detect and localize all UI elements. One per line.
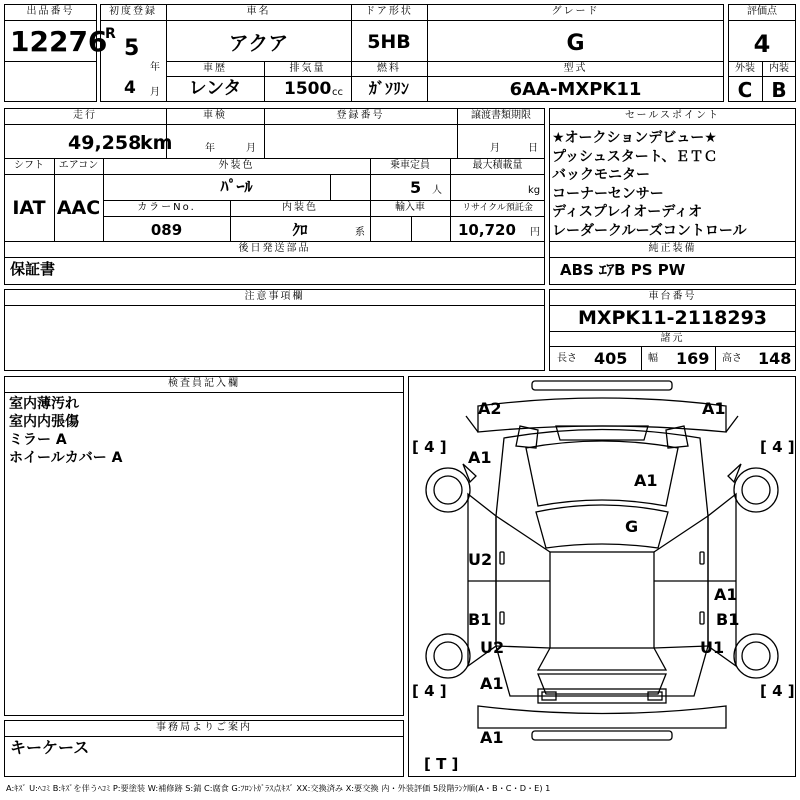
damage-mark: U2 [468, 550, 493, 569]
ext-color-label: 外装色 [218, 160, 255, 171]
transfer-label: 譲渡書類期限 [471, 110, 531, 121]
notes-label: 注意事項欄 [244, 291, 305, 302]
damage-mark: B1 [468, 610, 492, 629]
score-label: 評価点 [747, 6, 777, 17]
mileage-value: 49,258 [68, 132, 142, 154]
tire-rear-left-score: [ 4 ] [412, 682, 447, 700]
color-no-label: カラーNo. [137, 202, 196, 213]
sales-points-label: セールスポイント [624, 110, 721, 121]
yen-unit: 円 [530, 227, 540, 238]
cc-unit: cc [332, 87, 343, 98]
displacement-label: 排気量 [289, 63, 326, 74]
sales-point-item: レーダークルーズコントロール [552, 222, 747, 239]
mileage-label: 走行 [73, 110, 97, 121]
fuel-value: ｶﾞｿﾘﾝ [368, 79, 409, 98]
office-label: 事務局よりご案内 [156, 722, 252, 733]
height-value: 148 [758, 349, 792, 368]
inspector-note: 室内内張傷 [9, 414, 79, 430]
lot-number-value: 12276 [10, 25, 108, 58]
year-unit: 年 [150, 62, 160, 73]
damage-mark: A2 [478, 399, 502, 418]
capacity-label: 乗車定員 [390, 160, 430, 171]
capacity-value: 5 [410, 178, 422, 197]
transfer-day-unit: 日 [528, 143, 538, 154]
damage-mark: A1 [702, 399, 726, 418]
aircon-label: エアコン [58, 160, 99, 171]
width-label: 幅 [648, 353, 658, 364]
interior-value: B [771, 78, 787, 102]
length-value: 405 [594, 349, 628, 368]
inspector-note: 室内薄汚れ [9, 396, 79, 412]
door-label: ドア形状 [365, 6, 413, 17]
damage-mark: A1 [480, 728, 504, 747]
model-value: 6AA-MXPK11 [509, 79, 642, 100]
damage-mark: U1 [700, 638, 725, 657]
ext-color-value: ﾊﾟｰﾙ [220, 177, 253, 196]
mileage-unit: km [140, 132, 173, 154]
sales-points-list [552, 129, 747, 240]
car-name-value: アクア [228, 31, 289, 55]
exterior-value: C [737, 78, 753, 102]
sales-point-item: バックモニター [552, 167, 650, 183]
sales-point-item: コーナーセンサー [552, 185, 664, 202]
damage-mark: A1 [480, 674, 504, 693]
damage-mark: B1 [716, 610, 740, 629]
later-items-value: 保証書 [10, 260, 56, 278]
history-label: 車歴 [203, 63, 227, 74]
inspection-label: 車検 [203, 110, 227, 121]
office-value: キーケース [10, 738, 90, 757]
recycle-label: リサイクル預託金 [462, 203, 533, 213]
displacement-value: 1500 [284, 79, 332, 99]
tire-front-left-score: [ 4 ] [412, 438, 447, 456]
legend-text: A:ｷｽﾞ U:ﾍｺﾐ B:ｷｽﾞを伴うﾍｺﾐ P:要塗装 W:補修跡 S:錆 C:腐食 G:ﾌﾛﾝﾄｶﾞﾗｽ点ｷｽﾞ XX:交換済み X:要交換 内・外装評価 5段階ﾗﾝｸ順(A・B・C・D・E) 1 [6, 783, 551, 793]
reg-year-value: 5 [124, 36, 140, 61]
reg-month-value: 4 [124, 78, 136, 98]
grade-label: グレード [551, 6, 600, 17]
tire-rear-right-score: [ 4 ] [760, 682, 795, 700]
shift-label: シフト [14, 160, 44, 171]
import-label: 輸入車 [395, 202, 425, 213]
color-no-value: 089 [150, 221, 183, 239]
inspector-note: ホイールカバー A [9, 450, 123, 466]
int-color-value: ｸﾛ [292, 221, 308, 239]
later-items-label: 後日発送部品 [238, 243, 311, 254]
damage-mark: A1 [634, 471, 658, 490]
int-color-label: 内装色 [282, 202, 318, 213]
chassis-value: MXPK11-2118293 [577, 307, 768, 329]
first-reg-label: 初度登録 [109, 6, 157, 17]
kg-unit: kg [528, 185, 541, 196]
score-value: 4 [753, 30, 771, 58]
damage-mark: A1 [714, 585, 738, 604]
damage-mark: U2 [480, 638, 505, 657]
std-equip-label: 純正装備 [648, 243, 697, 254]
sales-point-item: ★オークションデビュー★ [552, 130, 717, 146]
r-mark: R [105, 26, 116, 42]
month-unit: 月 [150, 87, 160, 98]
sales-point-item: ディスプレイオーディオ [552, 204, 703, 220]
door-value: 5HB [367, 31, 411, 53]
inspector-label: 検査員記入欄 [168, 378, 240, 389]
car-diagram [408, 376, 796, 777]
inspector-notes-list [9, 395, 122, 467]
interior-label: 内装 [769, 63, 789, 74]
spare-tire-mark: [ T ] [424, 755, 459, 773]
persons-unit: 人 [432, 185, 442, 196]
reg-no-label: 登録番号 [336, 110, 385, 121]
transfer-month-unit: 月 [490, 143, 500, 154]
damage-mark: G [625, 517, 639, 536]
fuel-label: 燃料 [377, 63, 401, 74]
sales-point-item: プッシュスタート、ＥＴＣ [552, 148, 718, 165]
damage-mark: A1 [468, 448, 492, 467]
shift-value: IAT [12, 197, 46, 219]
recycle-value: 10,720 [458, 221, 516, 239]
lot-number-label: 出品番号 [26, 6, 75, 17]
grade-value: G [566, 31, 585, 56]
length-label: 長さ [557, 353, 577, 364]
std-equip-value: ABS ｴｱB PS PW [560, 261, 686, 279]
inspection-month-unit: 月 [246, 143, 256, 154]
width-value: 169 [676, 349, 710, 368]
model-label: 型式 [563, 63, 588, 74]
car-name-label: 車名 [246, 6, 271, 17]
inspection-year-unit: 年 [205, 143, 215, 154]
chassis-label: 車台番号 [648, 291, 697, 302]
kei-unit: 系 [355, 227, 365, 238]
max-load-label: 最大積載量 [472, 160, 523, 171]
height-label: 高さ [722, 353, 742, 364]
exterior-label: 外装 [735, 63, 755, 74]
aircon-value: AAC [56, 197, 101, 219]
inspector-note: ミラー A [9, 432, 67, 448]
specs-label: 諸元 [660, 333, 685, 344]
tire-front-right-score: [ 4 ] [760, 438, 795, 456]
history-value: レンタ [188, 78, 242, 99]
